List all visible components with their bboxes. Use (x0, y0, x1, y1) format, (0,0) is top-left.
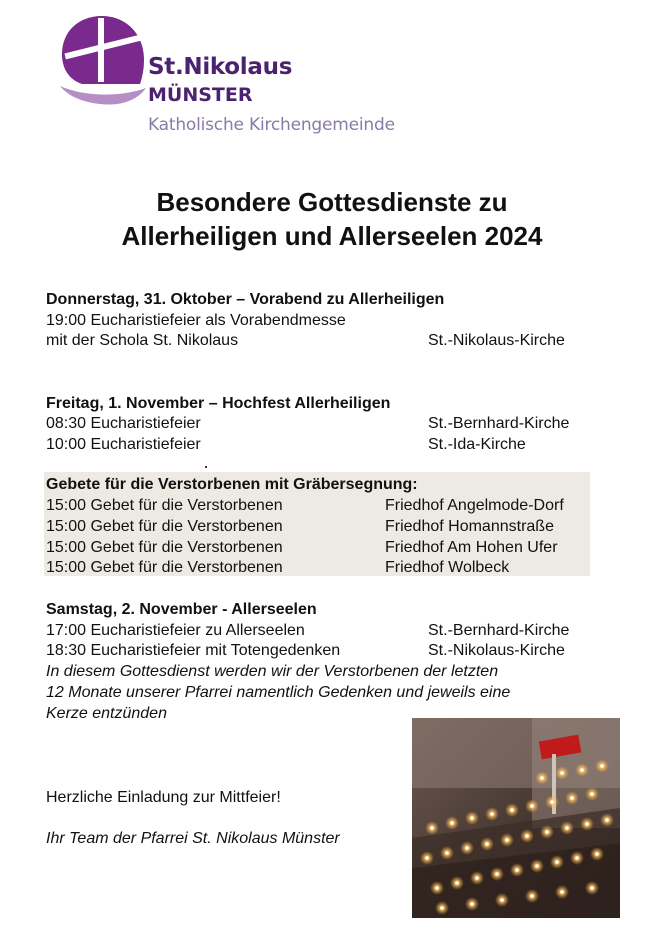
section-3-row-3: 15:00 Gebet für die Verstorbenen (46, 539, 283, 556)
parish-logo (58, 14, 438, 144)
section-2-row-1: 08:30 Eucharistiefeier (46, 415, 201, 432)
section-4-note-2: 12 Monate unserer Pfarrei namentlich Gedenken und jeweils eine (46, 684, 511, 701)
section-2-header: Freitag, 1. November – Hochfest Allerheiligen (46, 395, 391, 412)
section-2-row-2: 10:00 Eucharistiefeier (46, 436, 201, 453)
section-3-row-1: 15:00 Gebet für die Verstorbenen (46, 497, 283, 514)
section-4-note-3: Kerze entzünden (46, 705, 167, 722)
logo-subtitle: Katholische Kirchengemeinde (148, 115, 395, 135)
section-4-row-1-place: St.-Bernhard-Kirche (428, 622, 570, 639)
section-4-row-2-place: St.-Nikolaus-Kirche (428, 642, 565, 659)
section-4-header: Samstag, 2. November - Allerseelen (46, 601, 317, 618)
title-line-2: Allerheiligen und Allerseelen 2024 (121, 221, 543, 251)
section-4-note-1: In diesem Gottesdienst werden wir der Verstorbenen der letzten (46, 663, 499, 680)
section-1-place: St.-Nikolaus-Kirche (428, 332, 565, 349)
section-3-header: Gebete für die Verstorbenen mit Gräbersegnung: (46, 476, 418, 493)
section-3-row-4-place: Friedhof Wolbeck (385, 559, 510, 576)
page-title (0, 185, 664, 253)
section-3-row-2: 15:00 Gebet für die Verstorbenen (46, 518, 283, 535)
candles-photo (412, 718, 620, 918)
logo-name: St.Nikolaus (148, 54, 293, 80)
section-3-row-2-place: Friedhof Homannstraße (385, 518, 554, 535)
cross-logo-icon (58, 14, 148, 106)
section-2-row-1-place: St.-Bernhard-Kirche (428, 415, 570, 432)
section-2-row-2-place: St.-Ida-Kirche (428, 436, 526, 453)
invitation-text: Herzliche Einladung zur Mittfeier! (46, 789, 281, 806)
section-3-row-4: 15:00 Gebet für die Verstorbenen (46, 559, 283, 576)
section-1-line-2: mit der Schola St. Nikolaus (46, 332, 239, 349)
section-4-row-2: 18:30 Eucharistiefeier mit Totengedenken (46, 642, 341, 659)
section-1-line-1: 19:00 Eucharistiefeier als Vorabendmesse (46, 312, 346, 329)
section-1-header: Donnerstag, 31. Oktober – Vorabend zu Allerheiligen (46, 291, 445, 308)
section-4-row-1: 17:00 Eucharistiefeier zu Allerseelen (46, 622, 305, 639)
section-3-row-3-place: Friedhof Am Hohen Ufer (385, 539, 558, 556)
signature-text: Ihr Team der Pfarrei St. Nikolaus Münster (46, 830, 340, 847)
section-3-row-1-place: Friedhof Angelmode-Dorf (385, 497, 564, 514)
title-line-1: Besondere Gottesdienste zu (156, 187, 508, 217)
logo-city: MÜNSTER (148, 84, 253, 106)
stray-dot (205, 466, 207, 468)
